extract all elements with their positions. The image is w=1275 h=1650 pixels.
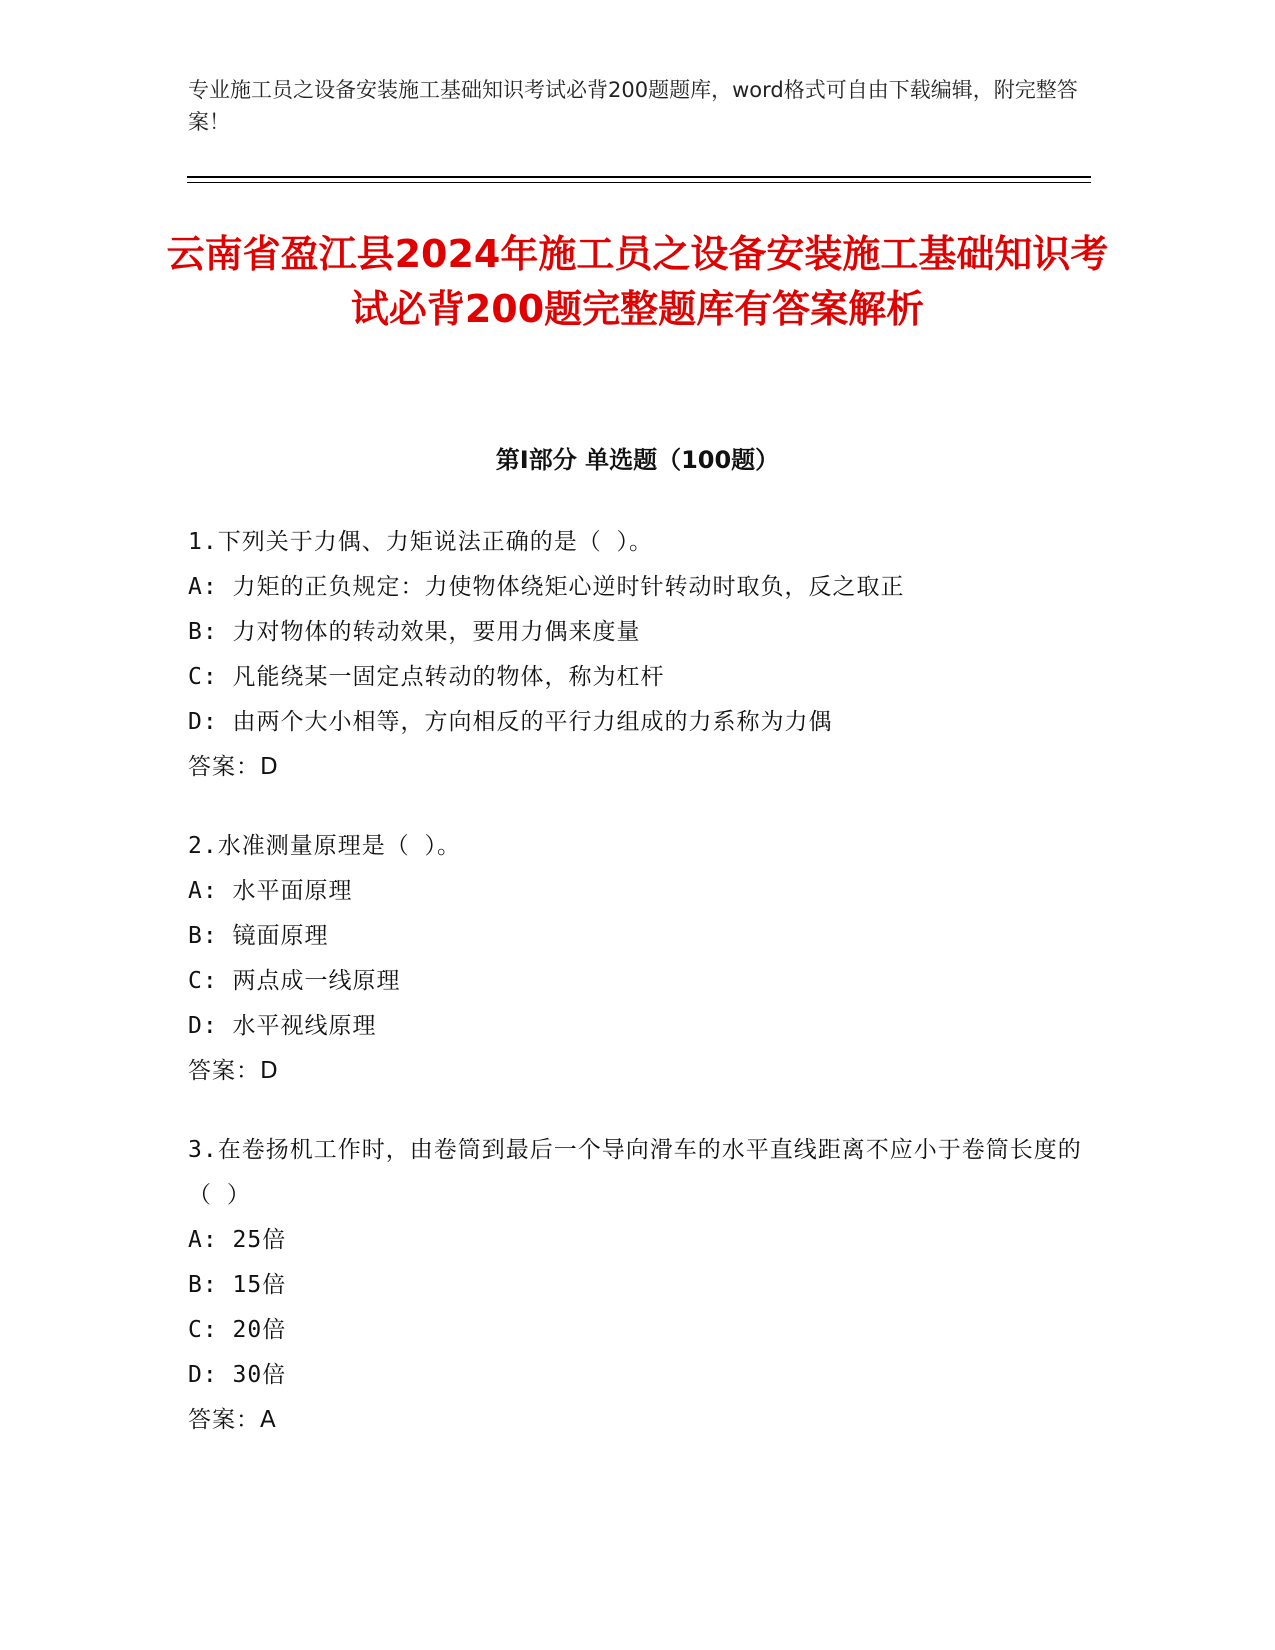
header-divider (187, 176, 1091, 178)
option-d: D: 水平视线原理 (188, 1013, 377, 1039)
option-c: C: 20倍 (188, 1317, 287, 1343)
option-c: C: 两点成一线原理 (188, 968, 401, 994)
option-a: A: 力矩的正负规定：力使物体绕矩心逆时针转动时取负，反之取正 (188, 574, 905, 600)
answer: 答案：A (188, 1407, 277, 1433)
question-2 (188, 824, 1088, 1094)
option-d: D: 由两个大小相等，方向相反的平行力组成的力系称为力偶 (188, 709, 833, 735)
option-a: A: 水平面原理 (188, 878, 353, 904)
answer: 答案：D (188, 1058, 279, 1084)
option-a: A: 25倍 (188, 1227, 287, 1253)
document-title: 云南省盈江县2024年施工员之设备安装施工基础知识考试必背200题完整题库有答案解析 (166, 232, 1109, 331)
question-1 (188, 520, 1088, 790)
option-b: B: 力对物体的转动效果，要用力偶来度量 (188, 619, 641, 645)
question-3 (188, 1128, 1088, 1443)
header-divider-thin (187, 182, 1091, 183)
option-b: B: 镜面原理 (188, 923, 329, 949)
option-d: D: 30倍 (188, 1362, 287, 1388)
option-c: C: 凡能绕某一固定点转动的物体，称为杠杆 (188, 664, 665, 690)
question-stem: 2.水准测量原理是（ ）。 (188, 833, 462, 859)
question-list (188, 520, 1088, 1477)
answer: 答案：D (188, 754, 279, 780)
section-title: 第I部分 单选题（100题） (495, 446, 780, 474)
question-stem: 1.下列关于力偶、力矩说法正确的是（ ）。 (188, 529, 654, 555)
question-stem: 3.在卷扬机工作时，由卷筒到最后一个导向滑车的水平直线距离不应小于卷筒长度的（ ） (188, 1137, 1082, 1208)
header-note: 专业施工员之设备安装施工基础知识考试必背200题题库，word格式可自由下载编辑，附完整答案！ (188, 78, 1078, 134)
option-b: B: 15倍 (188, 1272, 287, 1298)
